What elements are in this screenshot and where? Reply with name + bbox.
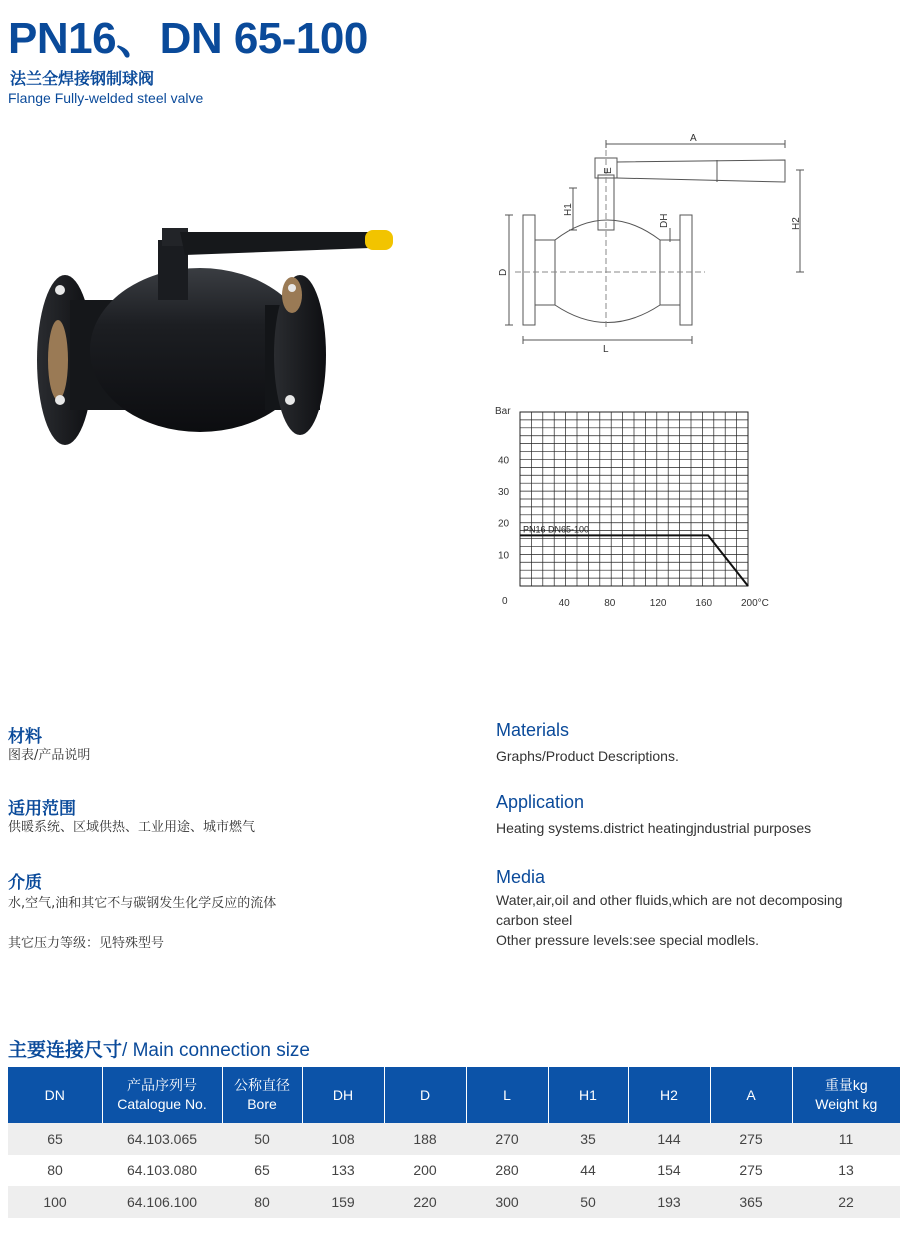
materials-text-cn: 图表/产品说明	[8, 748, 91, 763]
dim-label-d: D	[498, 268, 509, 276]
origin-label: 0	[502, 596, 508, 607]
table-cell: 35	[548, 1123, 628, 1155]
y-tick-label: 20	[498, 518, 510, 530]
chart-ticks	[495, 406, 769, 609]
dimension-drawing	[495, 130, 815, 360]
materials-heading-en: Materials	[496, 720, 570, 740]
media-heading-cn: 介质	[8, 873, 42, 893]
table-cell: 65	[8, 1123, 102, 1155]
page-title: PN16、DN 65-100	[8, 14, 368, 63]
table-cell: 50	[222, 1123, 302, 1155]
table-header-cell	[102, 1067, 222, 1123]
table-cell: 300	[466, 1186, 548, 1218]
application-heading-cn: 适用范围	[8, 799, 76, 819]
table-header-cell	[548, 1067, 628, 1123]
materials-heading-cn: 材料	[8, 727, 42, 747]
table-header-cell	[222, 1067, 302, 1123]
materials-text-en: Graphs/Product Descriptions.	[496, 748, 679, 764]
table-cell: 80	[222, 1186, 302, 1218]
pressure-temperature-chart	[490, 400, 780, 620]
table-title-en: / Main connection size	[122, 1040, 311, 1061]
subtitle-english: Flange Fully-welded steel valve	[8, 90, 204, 106]
application-text-cn: 供暖系统、区域供热、工业用途、城市燃气	[8, 820, 256, 835]
media-text2-cn: 其它压力等级：见特殊型号	[8, 936, 165, 951]
table-header-cell	[384, 1067, 466, 1123]
table-cell: 133	[302, 1155, 384, 1187]
table-header-cell	[628, 1067, 710, 1123]
table-title-cn: 主要连接尺寸	[8, 1039, 123, 1061]
y-tick-label: 40	[498, 455, 510, 467]
table-header-cell	[466, 1067, 548, 1123]
x-tick-label: 40	[558, 598, 570, 609]
application-text-en: Heating systems.district heatingjndustrial purposes	[496, 820, 812, 836]
header-line: 重量kg	[824, 1077, 868, 1093]
application-heading-en: Application	[496, 792, 585, 812]
dim-label-a: A	[690, 133, 697, 144]
table-cell: 64.103.080	[102, 1155, 222, 1187]
media-line1-en: Water,air,oil and other fluids,which are not decomposing	[496, 892, 843, 908]
table-row	[8, 1186, 900, 1218]
table-cell: 50	[548, 1186, 628, 1218]
header-line: DN	[44, 1086, 65, 1103]
table-cell: 44	[548, 1155, 628, 1187]
header-line: Weight kg	[815, 1096, 878, 1112]
chart-grid	[520, 412, 748, 586]
connection-size-table	[8, 1067, 900, 1218]
header-line: H1	[579, 1086, 597, 1103]
table-header-cell	[8, 1067, 102, 1123]
table-cell: 80	[8, 1155, 102, 1187]
media-text-cn: 水,空气,油和其它不与碳钢发生化学反应的流体	[8, 896, 277, 911]
table-cell: 11	[792, 1123, 900, 1155]
header-line: DH	[332, 1086, 354, 1103]
subtitle-chinese: 法兰全焊接钢制球阀	[10, 69, 155, 88]
media-line3-en: Other pressure levels:see special modlels.	[496, 932, 760, 948]
media-heading-en: Media	[496, 867, 546, 887]
table-cell: 220	[384, 1186, 466, 1218]
x-tick-label: 120	[649, 598, 667, 609]
header-line: A	[746, 1086, 756, 1103]
table-cell: 100	[8, 1186, 102, 1218]
table-cell: 64.106.100	[102, 1186, 222, 1218]
table-cell: 365	[710, 1186, 792, 1218]
header-line: 公称直径	[234, 1077, 290, 1093]
valve-photo	[30, 210, 410, 450]
header-line: D	[419, 1086, 431, 1103]
table-cell: 65	[222, 1155, 302, 1187]
media-line2-en: carbon steel	[496, 912, 573, 928]
y-axis-label: Bar	[495, 406, 511, 417]
dim-label-h2: H2	[791, 217, 802, 230]
table-row	[8, 1155, 900, 1187]
table-cell: 64.103.065	[102, 1123, 222, 1155]
table-header-row	[8, 1067, 900, 1123]
table-cell: 154	[628, 1155, 710, 1187]
table-cell: 13	[792, 1155, 900, 1187]
table-cell: 188	[384, 1123, 466, 1155]
x-tick-label: 80	[604, 598, 616, 609]
header-line: Catalogue No.	[117, 1096, 207, 1112]
table-cell: 144	[628, 1123, 710, 1155]
x-tick-label: 200°C	[741, 598, 769, 609]
dim-label-dh: DH	[659, 213, 670, 228]
table-row	[8, 1123, 900, 1155]
table-cell: 22	[792, 1186, 900, 1218]
y-tick-label: 30	[498, 487, 510, 499]
header-line: L	[503, 1086, 511, 1103]
table-header-cell	[302, 1067, 384, 1123]
table-cell: 275	[710, 1155, 792, 1187]
series-label: PN16 DN65-100	[523, 524, 590, 535]
table-cell: 270	[466, 1123, 548, 1155]
header-line: Bore	[247, 1096, 277, 1112]
table-cell: 193	[628, 1186, 710, 1218]
header-line: H2	[660, 1086, 678, 1103]
table-title	[8, 1035, 310, 1062]
y-tick-label: 10	[498, 550, 510, 562]
dim-label-e: E	[603, 167, 614, 174]
table-cell: 275	[710, 1123, 792, 1155]
table-cell: 108	[302, 1123, 384, 1155]
table-cell: 280	[466, 1155, 548, 1187]
header-line: 产品序列号	[127, 1077, 197, 1093]
handle-lever	[180, 232, 370, 255]
dim-label-h1: H1	[563, 203, 574, 216]
table-cell: 159	[302, 1186, 384, 1218]
table-header-cell	[792, 1067, 900, 1123]
table-cell: 200	[384, 1155, 466, 1187]
handle-tip	[365, 230, 393, 250]
dim-label-l: L	[603, 344, 609, 355]
x-tick-label: 160	[695, 598, 713, 609]
table-header-cell	[710, 1067, 792, 1123]
